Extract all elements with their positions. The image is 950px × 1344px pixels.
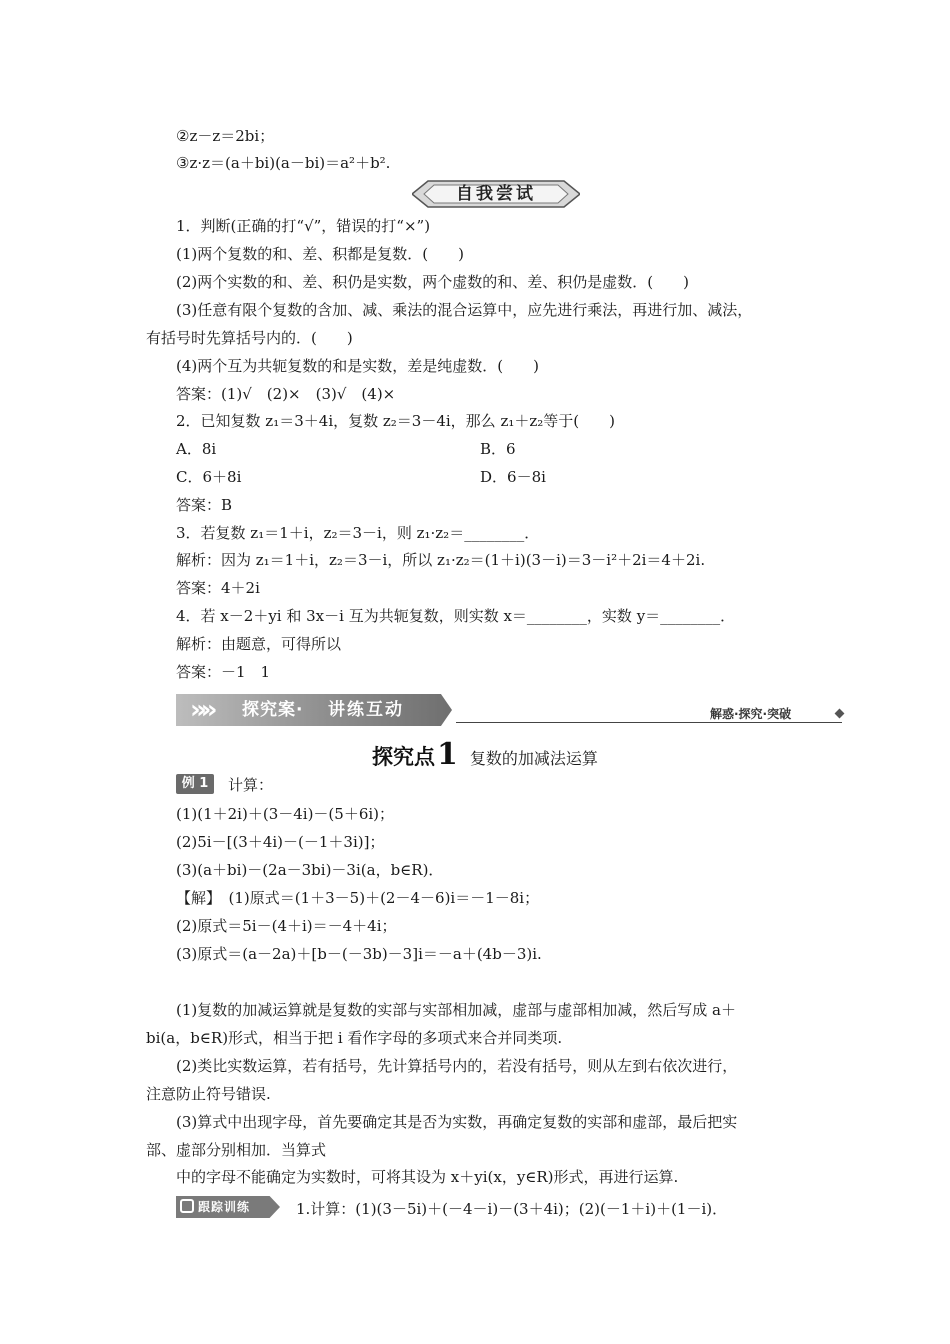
q2-option-a: A．8i (176, 440, 217, 458)
solution-3: (3)原式＝(a－2a)＋[b－(－3b)－3]i＝－a＋(4b－3)i. (176, 945, 542, 963)
self-try-banner (412, 179, 580, 209)
property-2: ②z－z＝2bi； (176, 127, 275, 145)
note-3-line1: (3)算式中出现字母，首先要确定其是否为实数，再确定复数的实部和虚部，最后把实 (176, 1113, 738, 1131)
q1-item-2: (2)两个实数的和、差、积仍是实数，两个虚数的和、差、积仍是虚数．( ) (176, 273, 689, 291)
q2-option-c: C．6＋8i (176, 468, 242, 486)
property-3: ③z·z＝(a＋bi)(a－bi)＝a²＋b². (176, 154, 391, 172)
q1-item-1: (1)两个复数的和、差、积都是复数．( ) (176, 245, 464, 263)
q4-stem: 4．若 x－2＋yi 和 3x－i 互为共轭复数，则实数 x＝________，实数 y＝________． (176, 607, 736, 625)
example-stem: 计算： (228, 776, 274, 794)
section-divider (456, 722, 842, 723)
q2-option-b: B．6 (480, 440, 516, 458)
self-try-title: 自我尝试 (456, 184, 536, 204)
q4-answer: 答案：－1 1 (176, 663, 271, 681)
probe-heading (372, 737, 598, 772)
q1-item-3-line1: (3)任意有限个复数的含加、减、乘法的混合运算中，应先进行乘法，再进行加、减法， (176, 301, 753, 319)
q1-answer: 答案：(1)√ (2)× (3)√ (4)× (176, 385, 396, 403)
diamond-icon (835, 709, 845, 719)
section-title-part2: 讲练互动 (328, 700, 404, 720)
section-tagline: 解惑·探究·突破 (710, 707, 792, 721)
example-part-1: (1)(1＋2i)＋(3－4i)－(5＋6i)； (176, 805, 395, 823)
q3-answer: 答案：4＋2i (176, 579, 260, 597)
note-2-line1: (2)类比实数运算，若有括号，先计算括号内的，若没有括号，则从左到右依次进行， (176, 1057, 738, 1075)
double-chevron-icon: »» (190, 695, 212, 725)
solution-1: 【解】 (1)原式＝(1＋3－5)＋(2－4－6)i＝－1－8i； (176, 889, 540, 907)
example-badge: 例 1 (176, 774, 214, 794)
q4-solution: 解析：由题意，可得所以 (176, 635, 342, 653)
section-title-part1: 探究案· (242, 700, 304, 720)
q3-solution: 解析：因为 z₁＝1＋i，z₂＝3－i，所以 z₁·z₂＝(1＋i)(3－i)＝3－i²＋2i＝4＋2i. (176, 551, 706, 569)
q2-answer: 答案：B (176, 496, 233, 514)
q2-option-d: D．6－8i (480, 468, 546, 486)
probe-number: 1 (437, 737, 458, 772)
example-part-2: (2)5i－[(3＋4i)－(－1＋3i)]； (176, 833, 385, 851)
check-box-icon (180, 1199, 194, 1213)
note-2-line2: 注意防止符号错误. (146, 1085, 271, 1103)
note-1-line1: (1)复数的加减运算就是复数的实部与实部相加减，虚部与虚部相加减，然后写成 a＋ (176, 1001, 736, 1019)
tracking-practice-badge (176, 1196, 280, 1218)
q1-stem: 1．判断(正确的打“√”，错误的打“×”) (176, 217, 431, 235)
example-part-3: (3)(a＋bi)－(2a－3bi)－3i(a，b∈R)． (176, 861, 444, 879)
solution-2: (2)原式＝5i－(4＋i)＝－4＋4i； (176, 917, 397, 935)
section-banner (176, 694, 456, 726)
note-3-line2: 部、虚部分别相加．当算式 (146, 1141, 327, 1159)
q3-stem: 3．若复数 z₁＝1＋i，z₂＝3－i，则 z₁·z₂＝________． (176, 524, 540, 542)
note-3-line3: 中的字母不能确定为实数时，可将其设为 x＋yi(x，y∈R)形式，再进行运算. (176, 1168, 679, 1186)
note-1-line2: bi(a，b∈R)形式，相当于把 i 看作字母的多项式来合并同类项. (146, 1029, 563, 1047)
tracking-question: 1.计算：(1)(3－5i)＋(－4－i)－(3＋4i)；(2)(－1＋i)＋(1－i)． (296, 1200, 728, 1218)
tracking-badge-label: 跟踪训练 (198, 1200, 251, 1214)
q1-item-4: (4)两个互为共轭复数的和是实数，差是纯虚数．( ) (176, 357, 539, 375)
probe-title: 探究点 (372, 745, 435, 769)
section-banner-bar (176, 694, 452, 726)
probe-subtitle: 复数的加减法运算 (469, 749, 598, 768)
q1-item-3-line2: 有括号时先算括号内的．( ) (146, 329, 353, 347)
q2-stem: 2．已知复数 z₁＝3＋4i，复数 z₂＝3－4i，那么 z₁＋z₂等于( ) (176, 412, 615, 430)
